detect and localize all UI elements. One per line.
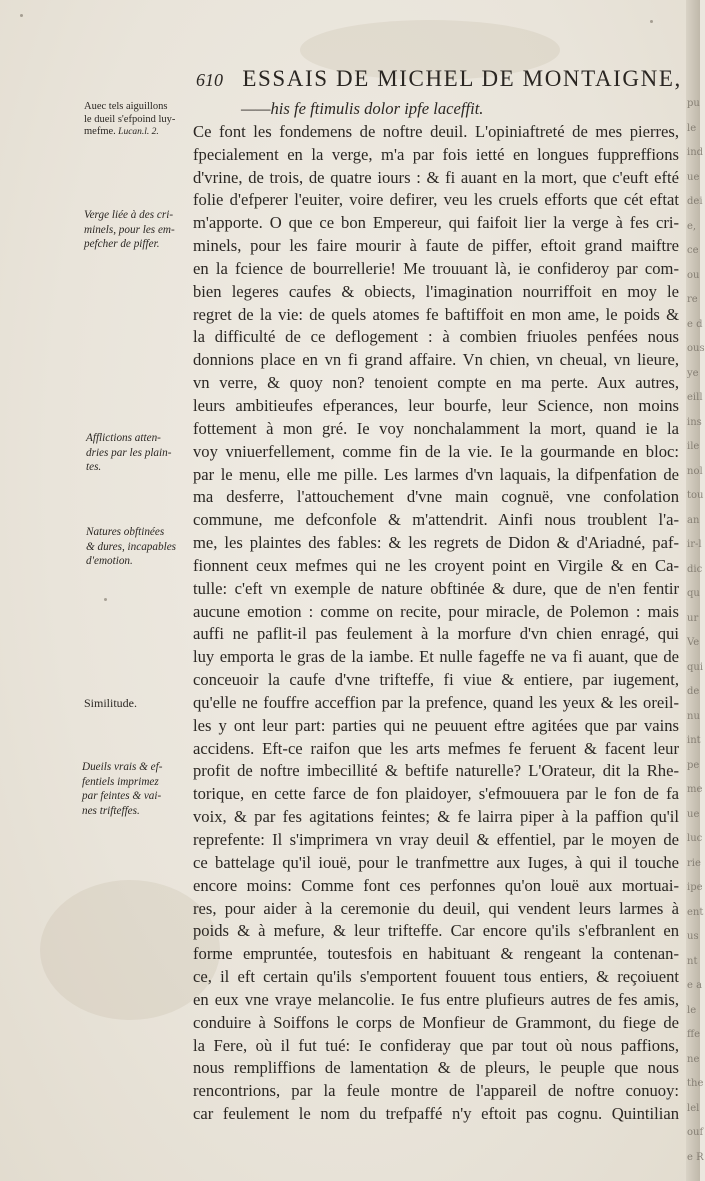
margin-note-afflictions — [86, 431, 196, 475]
margin-note-reference: Lucan.l. 2. — [115, 127, 159, 137]
body-text-line: regret de la vie: de quels atomes fe baftiffoit en mon ame, le poids & — [193, 304, 679, 324]
margin-note-line: Afflictions atten- — [86, 432, 161, 444]
margin-note-dueils — [82, 760, 192, 818]
bleed-through-fragment: ir-l — [687, 539, 702, 550]
bleed-through-fragment: ou — [687, 269, 700, 281]
body-text-line: accidens. Eft-ce raifon que les arts mefmes fe feruent & facent leur — [193, 738, 679, 758]
bleed-through-fragment: e, — [687, 220, 697, 232]
bleed-through-fragment: an — [687, 514, 700, 526]
running-title: ESSAIS DE MICHEL DE MONTAIGNE, — [242, 66, 682, 91]
bleed-through-fragment: de — [687, 686, 700, 697]
margin-note-line: Similitude. — [84, 696, 138, 710]
body-text-line: par le menu, elle me pille. Les larmes d'vn laquais, la difpenfation de — [193, 464, 679, 484]
body-text-line: Ce font les fondemens de noftre deuil. L'opiniaftreté de mes pierres, — [193, 121, 679, 141]
bleed-through-fragment: ous — [687, 343, 705, 354]
bleed-through-fragment: ce — [687, 245, 699, 256]
bleed-through-fragment: us — [687, 931, 699, 942]
bleed-through-fragment: ins — [687, 416, 702, 428]
margin-note-line: mefme. Lucan.l. 2. — [84, 126, 159, 137]
body-text-line: ce, il eft certain qu'ils s'emportent fouuent tous entiers, & reçoiuent — [193, 967, 679, 987]
body-text-line: luy emporta le gras de la iambe. Et nulle fageffe ne va fi auant, que de — [193, 647, 679, 667]
bleed-through-fragment: ye — [687, 367, 699, 379]
bleed-through-fragment: int — [687, 735, 701, 746]
margin-note-line: le dueil s'efpoind luy- — [84, 113, 176, 125]
body-text-line: poids & à mefure, & leur trifteffe. Car encore qu'ils s'efbranlent en — [193, 921, 679, 941]
margin-note-line: Verge liée à des cri- — [84, 209, 174, 221]
margin-note-line: & dures, incapables — [86, 540, 177, 553]
body-text-line: fionnent ceux mefmes qui ne les croyent point en Virgile & en Ca- — [193, 555, 679, 575]
body-text-line: me, les plaintes des fables: & les regrets de Didon & d'Ariadné, paf- — [193, 533, 679, 553]
margin-note-natures — [86, 525, 196, 569]
body-text-line: donnions place en vn fi grand affaire. Vn chien, vn cheual, vn lieure, — [193, 350, 679, 370]
body-text-line: tulle: c'eft vn exemple de nature obftinée & dure, que de n'en fentir — [193, 578, 679, 598]
body-text-line: voy vniuerfellement, comme fin de la vie. Ie la gourmande en bloc: — [193, 441, 679, 461]
margin-note-aiguillons — [84, 101, 194, 139]
margin-note-line: Auec tels aiguillons — [84, 101, 168, 112]
bleed-through-fragment: e R — [687, 1151, 704, 1163]
bleed-through-fragment: pu — [687, 98, 700, 109]
paper-speck — [20, 14, 23, 17]
bleed-through-fragment: ile — [687, 441, 700, 452]
bleed-through-fragment: qu — [687, 588, 700, 599]
bleed-through-fragment: ue — [687, 171, 700, 183]
bleed-through-fragment: le — [687, 1004, 697, 1016]
running-header — [196, 66, 682, 96]
body-text-line: ma desferre, l'attouchement d'vne main cognuë, vne confolation — [193, 487, 679, 507]
bleed-through-fragment: dic — [687, 563, 703, 575]
margin-note-line: nes trifteffes. — [82, 804, 140, 817]
body-text-line: m'apporte. O que ce bon Empereur, qui faifoit lier la verge à fes cri- — [193, 213, 679, 233]
bleed-through-fragment: Ve — [687, 637, 700, 648]
bleed-through-fragment: ur — [687, 612, 699, 624]
margin-note-line: minels, pour les em- — [84, 223, 175, 236]
body-text-line: voix, & par fes agitations feintes; & fe lairra piper à la paffion qu'il — [193, 807, 679, 827]
bleed-through-fragment: ffe — [687, 1029, 701, 1040]
body-text-line: bien legeres caufes & obiects, l'imagination nourriffoit en moy le — [193, 281, 679, 301]
margin-note-line: dries par les plain- — [86, 446, 172, 459]
bleed-through-fragment: me — [687, 784, 703, 795]
bleed-through-fragment: ent — [687, 906, 704, 918]
bleed-through-fragment: ind — [687, 147, 704, 158]
bleed-through-fragment: ne — [687, 1053, 700, 1065]
paper-speck — [650, 20, 653, 23]
body-text-line: la difficulté de ce deflogement : à combien friuoles penfées nous — [193, 327, 679, 347]
margin-note-verge — [84, 208, 194, 252]
bleed-through-fragment: rie — [687, 857, 701, 869]
margin-note-similitude — [84, 696, 194, 711]
bleed-through-fragment: ouf — [687, 1127, 704, 1138]
body-text-line: minels, pour les faire mourir à faute de piffer, eftoit grand maiftre — [193, 236, 679, 256]
body-text-line: vn verre, & quoy non? tenoient compte en ma perte. Aux autres, — [193, 373, 679, 393]
bleed-through-fragment: ue — [687, 808, 700, 820]
bleed-through-fragment: tou — [687, 490, 704, 501]
body-text-line: encore moins: Comme font ces perfonnes qu'on louë aux mortuai- — [193, 875, 679, 895]
margin-note-line: tes. — [86, 461, 102, 473]
bleed-through-fragment: eill — [687, 392, 703, 403]
bleed-through-fragment: le — [687, 122, 697, 134]
body-text-line: folie d'efperer l'euiter, voire defirer, veu les cruels efforts que cét eftat — [193, 190, 679, 210]
body-text-line: car feulement le nom du trefpaffé n'y eftoit pas cognu. Quintilian — [193, 1104, 679, 1124]
page-number: 610 — [196, 70, 223, 90]
body-text-line: la Fere, où il fut tué: Ie confideray que par tout où nous paffions, — [193, 1035, 679, 1055]
body-text-line: nous rempliffions de lamentation & de pleurs, le peuple que nous — [193, 1058, 679, 1078]
body-text-line: rencontrions, par la feule montre de l'appareil de noftre conuoy: — [193, 1081, 679, 1101]
body-text-line: conceuoir la caufe d'vne trifteffe, fi viue & entiere, par iugement, — [193, 670, 679, 690]
body-text-line: en eux vne vraye melancolie. Ie fus entre plufieurs autres de fes amis, — [193, 989, 679, 1009]
body-text-line: d'vrine, de trois, de quatre iours : & fi auant en la mort, que c'euft efté — [193, 167, 679, 187]
body-text-line: conduire à Soiffons le corps de Monfieur de Grammont, du fiege de — [193, 1012, 679, 1032]
bleed-through-fragment: nt — [687, 955, 698, 967]
bleed-through-fragment: re — [687, 294, 698, 305]
body-text-line: ce battelage qu'il iouë, pour le tranfmettre aux Iuges, à qui il touche — [193, 852, 679, 872]
body-text-line: en la fcience de bourrellerie! Me trouuant là, ie confideroy par com- — [193, 258, 679, 278]
paper-speck — [104, 598, 107, 601]
facing-page-bleed-through — [687, 92, 705, 1170]
margin-note-line: fentiels imprimez — [82, 775, 159, 788]
margin-note-line: Dueils vrais & ef- — [82, 761, 163, 773]
body-text-line: fpecialement en la verge, m'a par fois ietté en longues fuppreffions — [193, 144, 679, 164]
bleed-through-fragment: ipe — [687, 882, 703, 893]
bleed-through-fragment: luc — [687, 833, 703, 844]
body-text-line: commune, me defconfole & m'attendrit. Ainfi nous troublent l'a- — [193, 510, 679, 530]
body-text-line: les y ont leur part: parties qui ne peuuent eftre agitées que par vains — [193, 715, 679, 735]
bleed-through-fragment: nu — [687, 710, 700, 722]
body-text-line: aucune emotion : comme on recite, pour miracle, de Polemon : mais — [193, 601, 679, 621]
body-text-line: auffi ne paflit-il pas feulement à la morfure d'vn chien enragé, qui — [193, 624, 679, 644]
latin-quotation-line: ——his fe ftimulis dolor ipfe laceffit. — [241, 99, 484, 118]
essay-body-text — [193, 98, 679, 1126]
body-text-line: forme empruntée, toutesfois en habituant & rengeant la contenan- — [193, 944, 679, 964]
bleed-through-fragment: e d — [687, 318, 703, 330]
body-text-line: res, pour aider à la ceremonie du deuil, qui vendent leurs larmes à — [193, 898, 679, 918]
bleed-through-fragment: lel — [687, 1102, 700, 1114]
body-text-line: reprefente: Il s'imprimera vn vray deuil & effentiel, par le moyen de — [193, 830, 679, 849]
body-text-line: profit de noftre imbecillité & beftife naturelle? L'Orateur, dit la Rhe- — [193, 761, 679, 781]
body-text-line: qu'elle ne fouffre acceffion par la prefence, quand les yeux & les oreil- — [193, 692, 679, 712]
body-text-line: fottement à mon gré. Ie voy nonchalamment la mort, quand ie la — [193, 418, 679, 438]
margin-note-line: pefcher de piffer. — [84, 238, 160, 250]
margin-note-line: d'emotion. — [86, 555, 133, 567]
bleed-through-fragment: e a — [687, 980, 703, 991]
bleed-through-fragment: qui — [687, 661, 704, 673]
bleed-through-fragment: the — [687, 1078, 704, 1089]
margin-note-line: Natures obftinées — [86, 526, 165, 538]
body-text-line: leurs ambitieufes efperances, leur bourfe, leur Science, non moins — [193, 395, 679, 415]
body-text-line: torique, en cette farce de fon plaidoyer, s'efmouuera par le fon de fa — [193, 784, 679, 804]
margin-note-line: par feintes & vai- — [82, 790, 162, 802]
bleed-through-fragment: nol — [687, 465, 703, 477]
bleed-through-fragment: pe — [687, 759, 700, 771]
bleed-through-fragment: dei — [687, 196, 703, 207]
